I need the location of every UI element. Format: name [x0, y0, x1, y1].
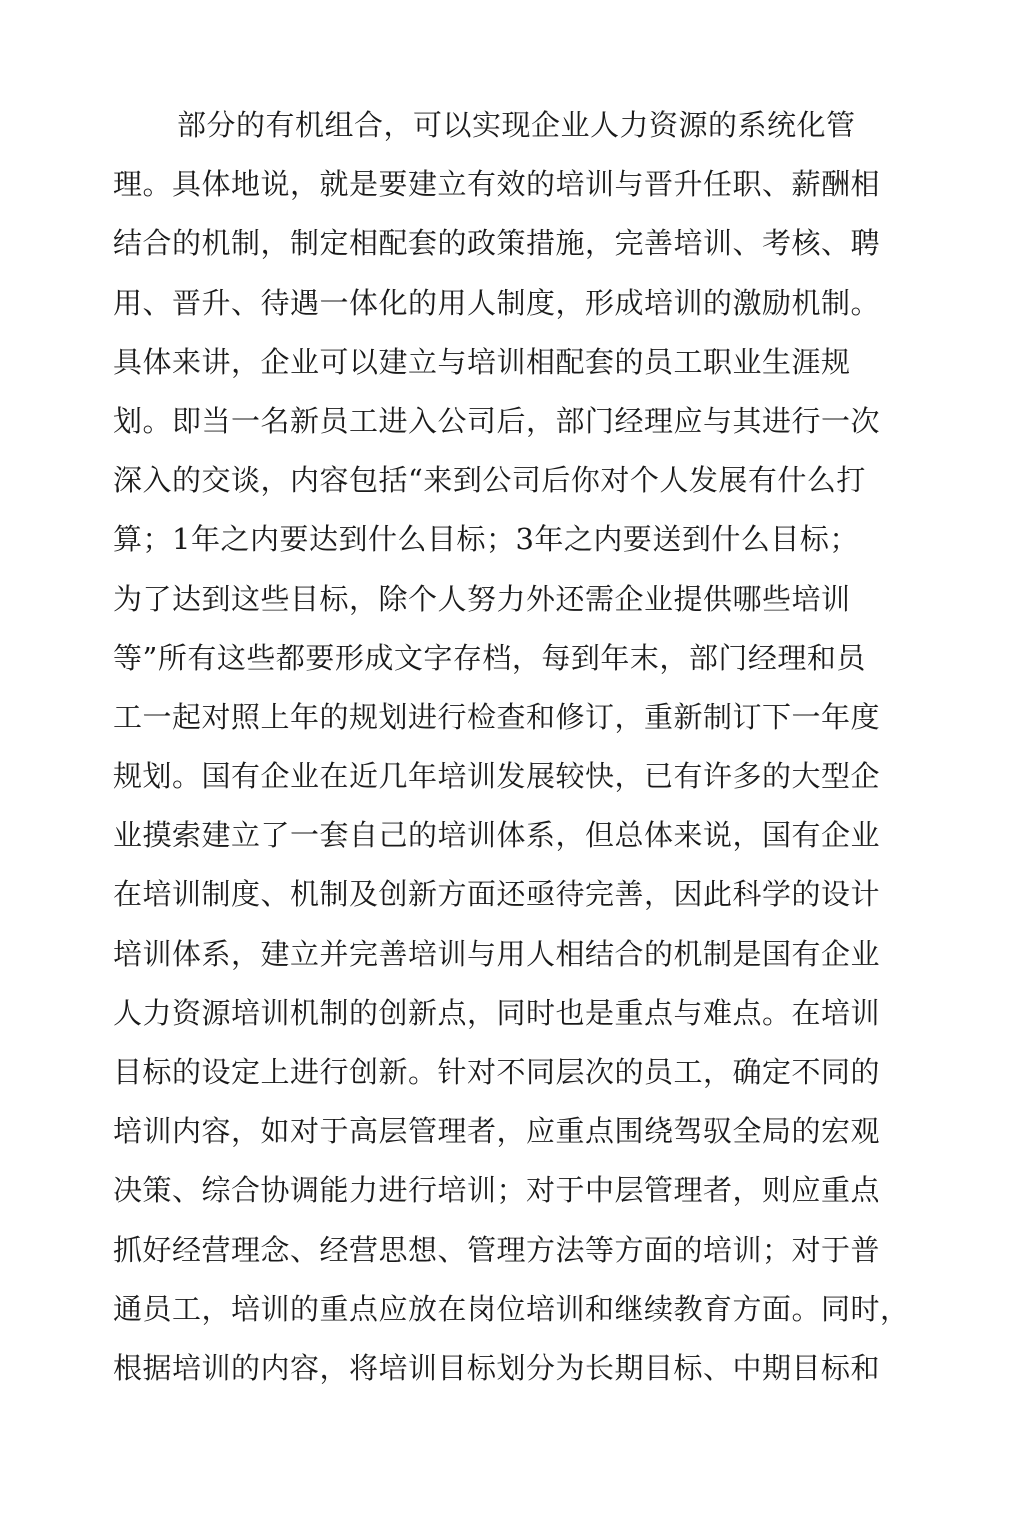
- text-line: 规划。国有企业在近几年培训发展较快，已有许多的大型企: [113, 759, 881, 794]
- text-line: 为了达到这些目标，除个人努力外还需企业提供哪些培训: [113, 581, 851, 616]
- text-line: 工一起对照上年的规划进行检查和修订，重新制订下一年度: [113, 699, 881, 734]
- text-line: 培训内容，如对于高层管理者，应重点围绕驾驭全局的宏观: [113, 1114, 881, 1149]
- text-line: 用、晋升、待遇一体化的用人制度，形成培训的激励机制。: [113, 285, 881, 320]
- text-line: 部分的有机组合，可以实现企业人力资源的系统化管: [177, 108, 856, 142]
- body-text: [113, 96, 913, 1398]
- text-line: 根据培训的内容，将培训目标划分为长期目标、中期目标和: [113, 1350, 881, 1385]
- text-line: 结合的机制，制定相配套的政策措施，完善培训、考核、聘: [113, 226, 881, 261]
- text-line: 业摸索建立了一套自己的培训体系，但总体来说，国有企业: [113, 818, 881, 853]
- text-line: 目标的设定上进行创新。针对不同层次的员工，确定不同的: [113, 1055, 881, 1089]
- text-line: 划。即当一名新员工进入公司后，部门经理应与其进行一次: [113, 403, 881, 438]
- text-line: 通员工，培训的重点应放在岗位培训和继续教育方面。同时，: [113, 1291, 910, 1326]
- text-line: 人力资源培训机制的创新点，同时也是重点与难点。在培训: [113, 995, 881, 1030]
- text-line: 抓好经营理念、经营思想、管理方法等方面的培训；对于普: [113, 1232, 881, 1267]
- text-line: 理。具体地说，就是要建立有效的培训与晋升任职、薪酬相: [113, 167, 881, 202]
- text-line: 培训体系，建立并完善培训与用人相结合的机制是国有企业: [113, 936, 881, 971]
- text-line: 算；1年之内要达到什么目标；3年之内要送到什么目标；: [113, 522, 859, 557]
- text-line: 深入的交谈，内容包括“来到公司后你对个人发展有什么打: [113, 463, 866, 498]
- text-line: 等”所有这些都要形成文字存档，每到年末，部门经理和员: [113, 640, 866, 675]
- text-line: 具体来讲，企业可以建立与培训相配套的员工职业生涯规: [113, 344, 851, 379]
- text-line: 决策、综合协调能力进行培训；对于中层管理者，则应重点: [113, 1173, 881, 1208]
- text-line: 在培训制度、机制及创新方面还亟待完善，因此科学的设计: [113, 877, 881, 912]
